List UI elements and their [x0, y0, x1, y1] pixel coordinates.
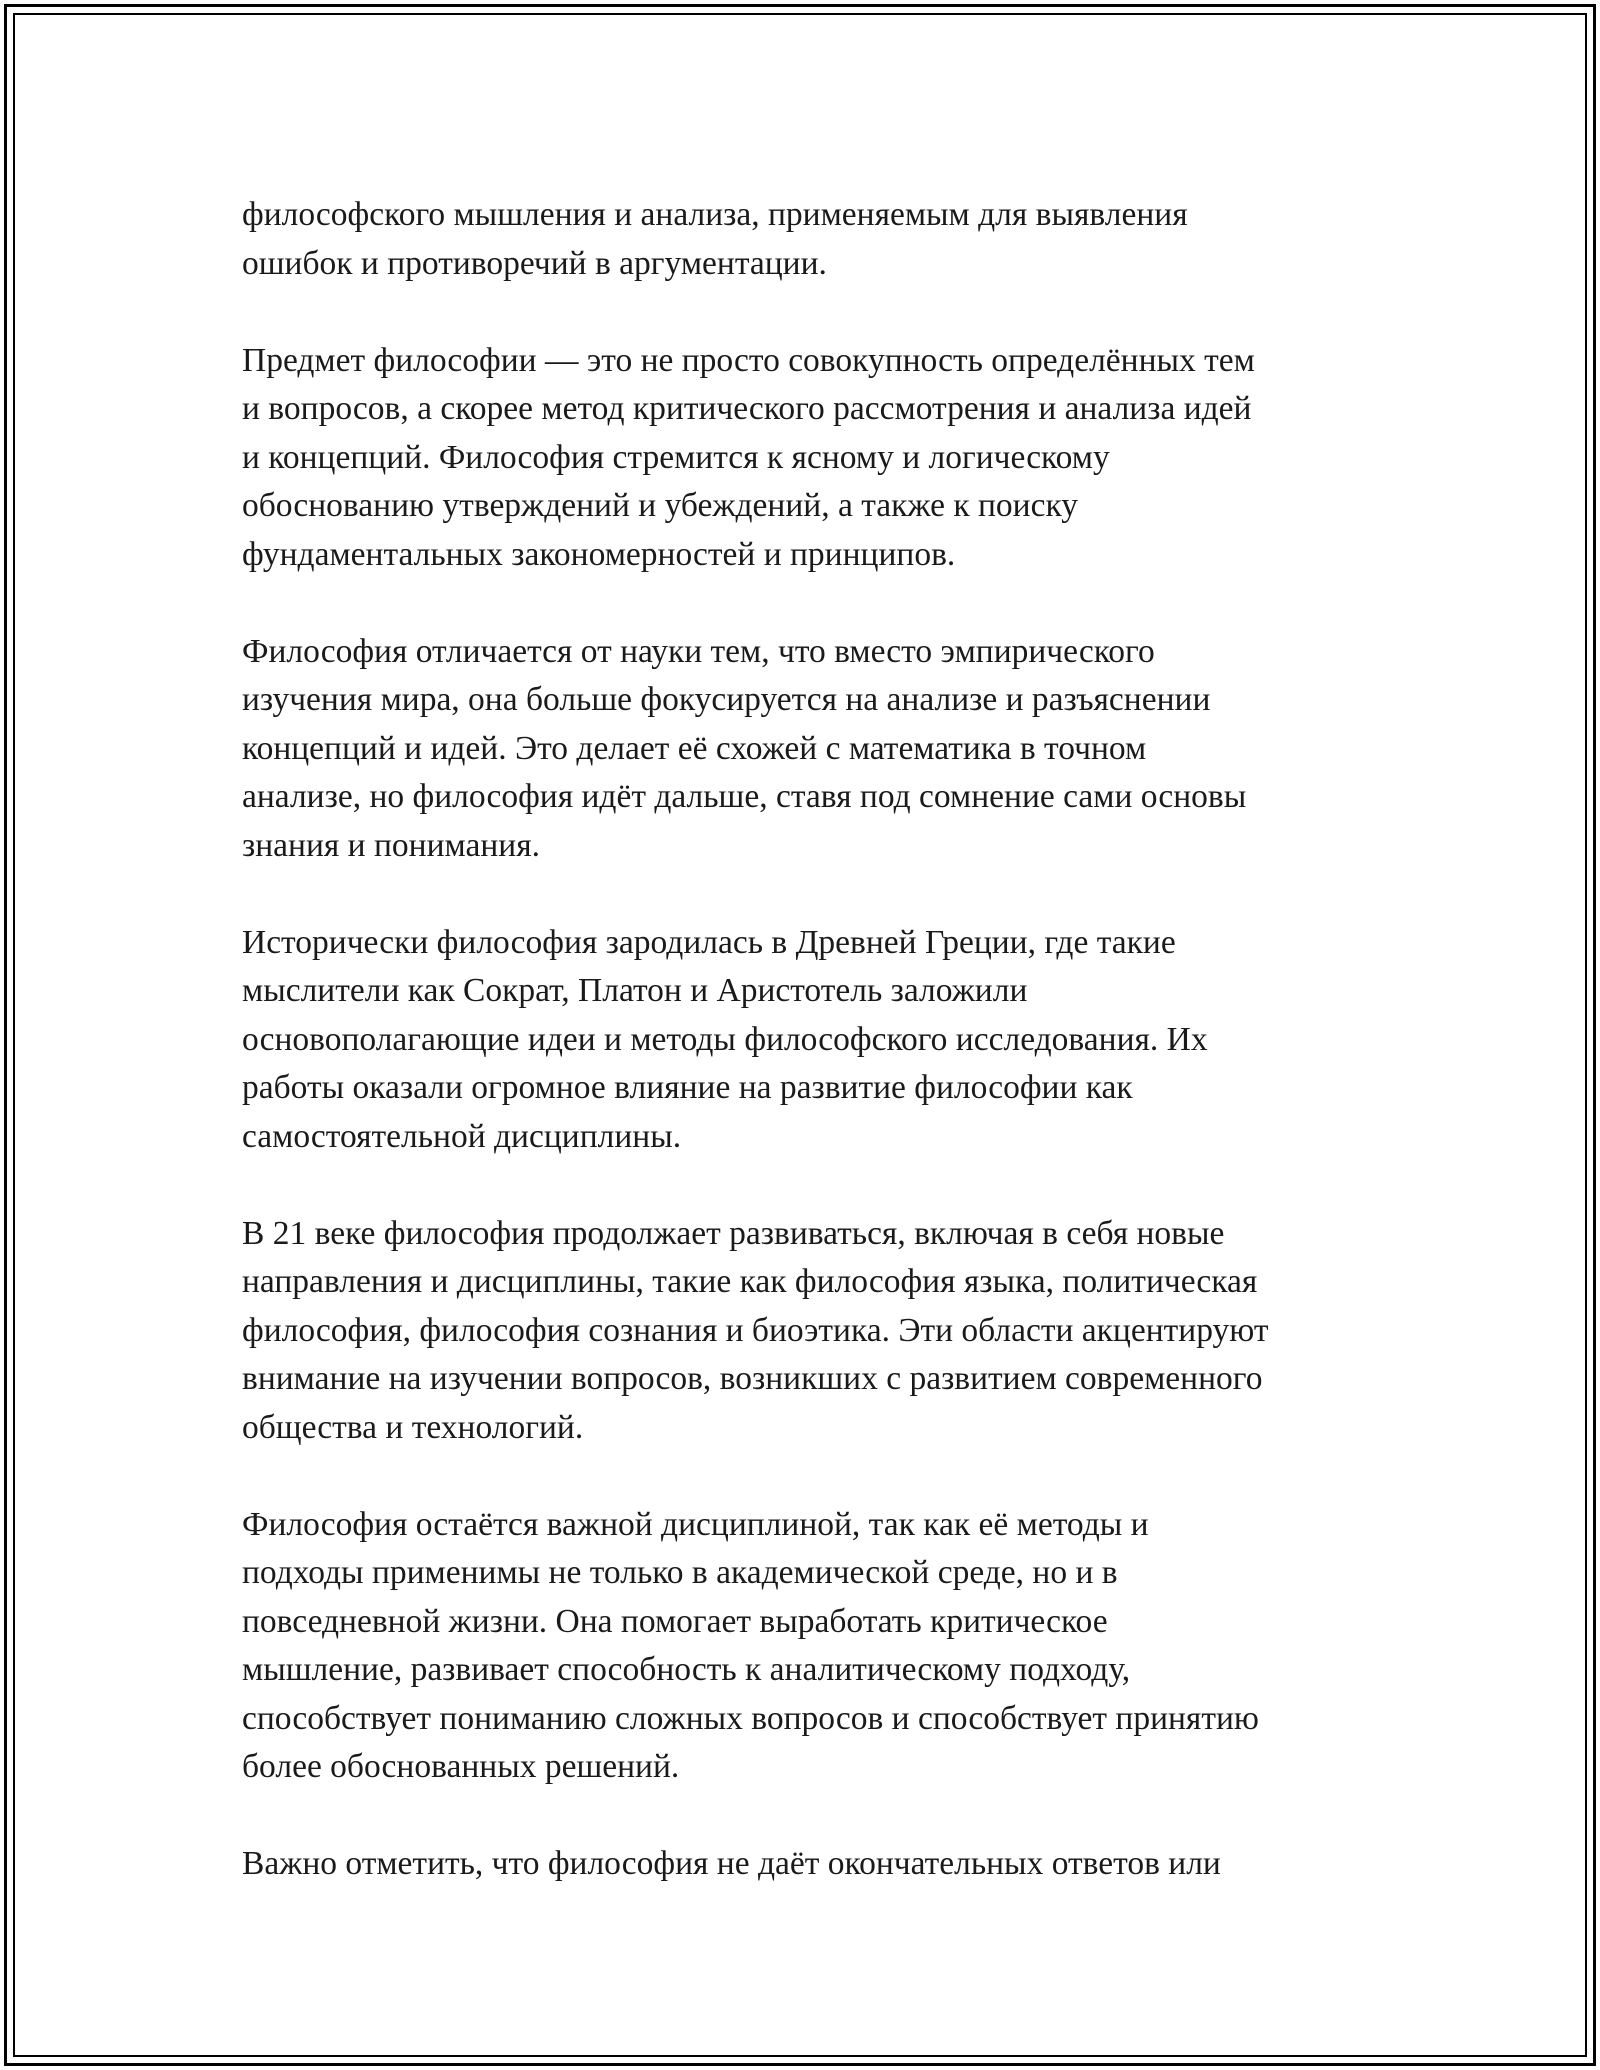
paragraph: В 21 веке философия продолжает развиваться, включая в себя новые направления и дисциплины, такие как философия языка, политическая философия, философия сознания и биоэтика. Эти области акцентируют внимание на изучении вопросов, возникших с развитием современного общества и технологий. — [242, 1214, 1269, 1446]
paragraph: философского мышления и анализа, применяемым для выявления ошибок и противоречий в аргументации. — [242, 196, 1188, 282]
document-text-body — [242, 191, 1402, 1889]
paragraph: Исторически философия зародилась в Древней Греции, где такие мыслители как Сократ, Платон и Аристотель заложили основополагающие идеи и методы философского исследования. Их работы оказали огромное влияние на развитие философии как самостоятельной дисциплины. — [242, 923, 1208, 1155]
paragraph: Философия остаётся важной дисциплиной, так как её методы и подходы применимы не только в академической среде, но и в повседневной жизни. Она помогает выработать критическое мышление, развивает способность к аналитическому подходу, способствует пониманию сложных вопросов и способствует принятию более обоснованных решений. — [242, 1505, 1259, 1785]
paragraph: Философия отличается от науки тем, что вместо эмпирического изучения мира, она больше фокусируется на анализе и разъяснении концепций и идей. Это делает её схожей с математика в точном анализе, но философия идёт дальше, ставя под сомнение сами основы знания и понимания. — [242, 632, 1247, 864]
page-frame — [4, 4, 1596, 2066]
paragraph: Предмет философии — это не просто совокупность определённых тем и вопросов, а скорее метод критического рассмотрения и анализа идей и концепций. Философия стремится к ясному и логическому обоснованию утверждений и убеждений, а также к поиску фундаментальных закономерностей и принципов. — [242, 341, 1255, 573]
paragraph: Важно отметить, что философия не даёт окончательных ответов или — [242, 1845, 1221, 1882]
